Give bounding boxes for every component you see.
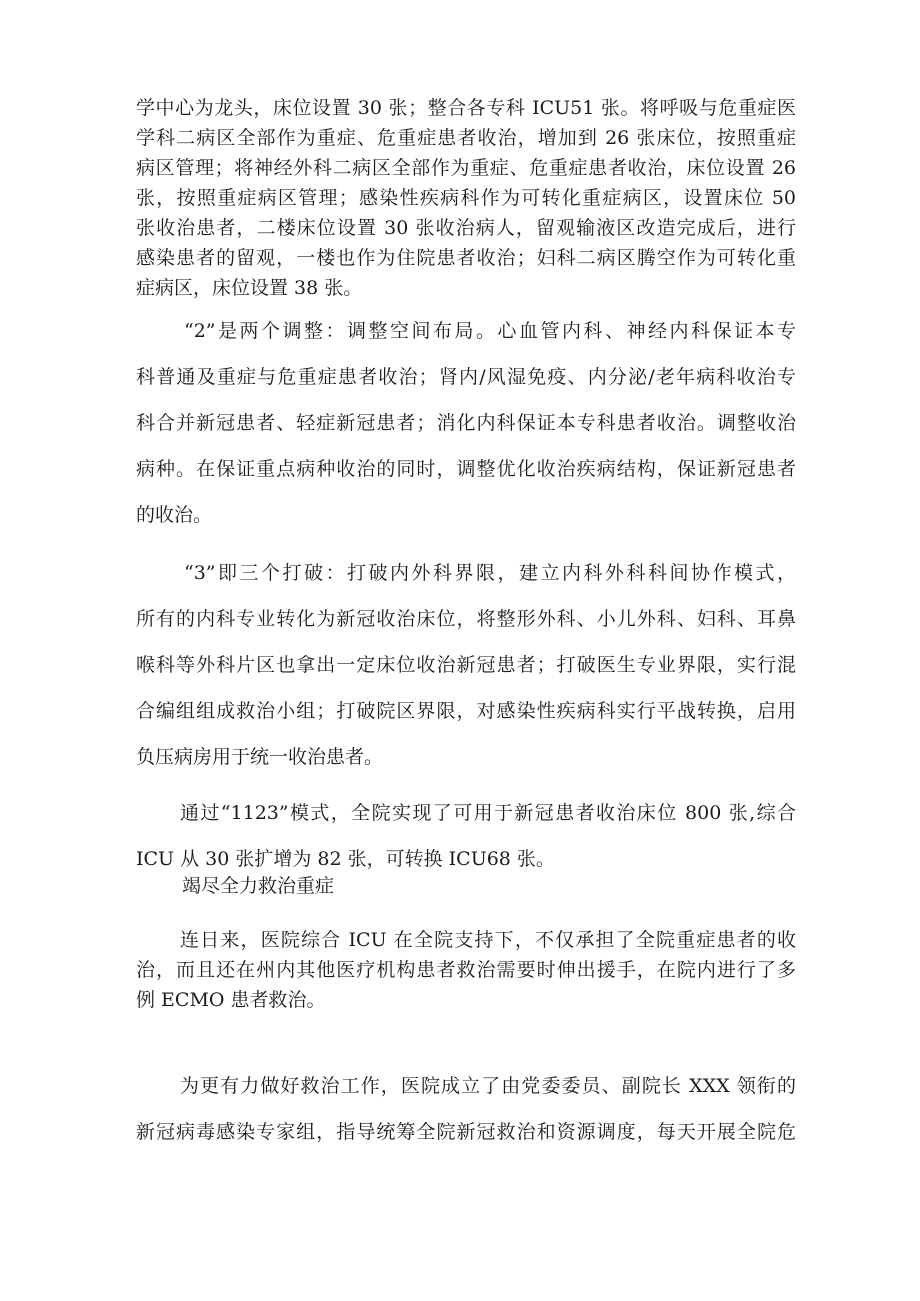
text-line: 学科二病区全部作为重症、危重症患者收治，增加到 26 张床位，按照重症 — [136, 127, 796, 149]
text-line: 合编组组成救治小组；打破院区界限，对感染性疾病科实行平战转换，启用 — [136, 700, 796, 722]
paragraph-bed-setup — [136, 93, 796, 303]
text-line: 为更有力做好救治工作，医院成立了由党委委员、副院长 XXX 领衔的 — [180, 1075, 796, 1097]
text-line: 连日来，医院综合 ICU 在全院支持下，不仅承担了全院重症患者的收 — [180, 929, 796, 951]
text-line: 喉科等外科片区也拿出一定床位收治新冠患者；打破医生专业界限，实行混 — [136, 654, 796, 676]
text-line: 学中心为龙头，床位设置 30 张；整合各专科 ICU51 张。将呼吸与危重症医 — [136, 97, 796, 119]
text-line: “2”是两个调整：调整空间布局。心血管内科、神经内科保证本专 — [184, 320, 796, 342]
text-line: ICU 从 30 张扩增为 82 张，可转换 ICU68 张。 — [136, 848, 555, 870]
text-line: 感染患者的留观，一楼也作为住院患者收治；妇科二病区腾空作为可转化重 — [136, 247, 796, 269]
text-line: 科合并新冠患者、轻症新冠患者；消化内科保证本专科患者收治。调整收治 — [136, 412, 796, 434]
text-line: 科普通及重症与危重症患者收治；肾内/风湿免疫、内分泌/老年病科收治专 — [136, 366, 796, 388]
paragraph-icu-support — [136, 925, 796, 1015]
text-line: 张，按照重症病区管理；感染性疾病科作为可转化重症病区，设置床位 50 — [136, 187, 796, 209]
text-line: 治，而且还在州内其他医疗机构患者救治需要时伸出援手，在院内进行了多 — [136, 959, 796, 981]
paragraph-three-breakthroughs — [136, 550, 796, 780]
text-line: 所有的内科专业转化为新冠收治床位，将整形外科、小儿外科、妇科、耳鼻 — [136, 608, 796, 630]
text-line: 例 ECMO 患者救治。 — [136, 989, 326, 1011]
paragraph-two-adjustments — [136, 308, 796, 538]
text-line: 症病区，床位设置 38 张。 — [136, 277, 363, 299]
text-line: 通过“1123”模式，全院实现了可用于新冠患者收治床位 800 张,综合 — [180, 802, 796, 824]
paragraph-expert-group — [136, 1063, 796, 1155]
text-line: 的收治。 — [136, 504, 213, 526]
paragraph-1123-model — [136, 790, 796, 882]
text-line: 新冠病毒感染专家组，指导统筹全院新冠救治和资源调度，每天开展全院危 — [136, 1121, 796, 1143]
section-heading: 竭尽全力救治重症 — [182, 875, 335, 897]
text-line: “3”即三个打破：打破内外科界限，建立内科外科科间协作模式， — [184, 562, 796, 584]
text-line: 病种。在保证重点病种收治的同时，调整优化收治疾病结构，保证新冠患者 — [136, 458, 796, 480]
text-line: 病区管理；将神经外科二病区全部作为重症、危重症患者收治，床位设置 26 — [136, 157, 796, 179]
text-line: 张收治患者，二楼床位设置 30 张收治病人，留观输液区改造完成后，进行 — [136, 217, 796, 239]
text-line: 负压病房用于统一收治患者。 — [136, 746, 384, 768]
